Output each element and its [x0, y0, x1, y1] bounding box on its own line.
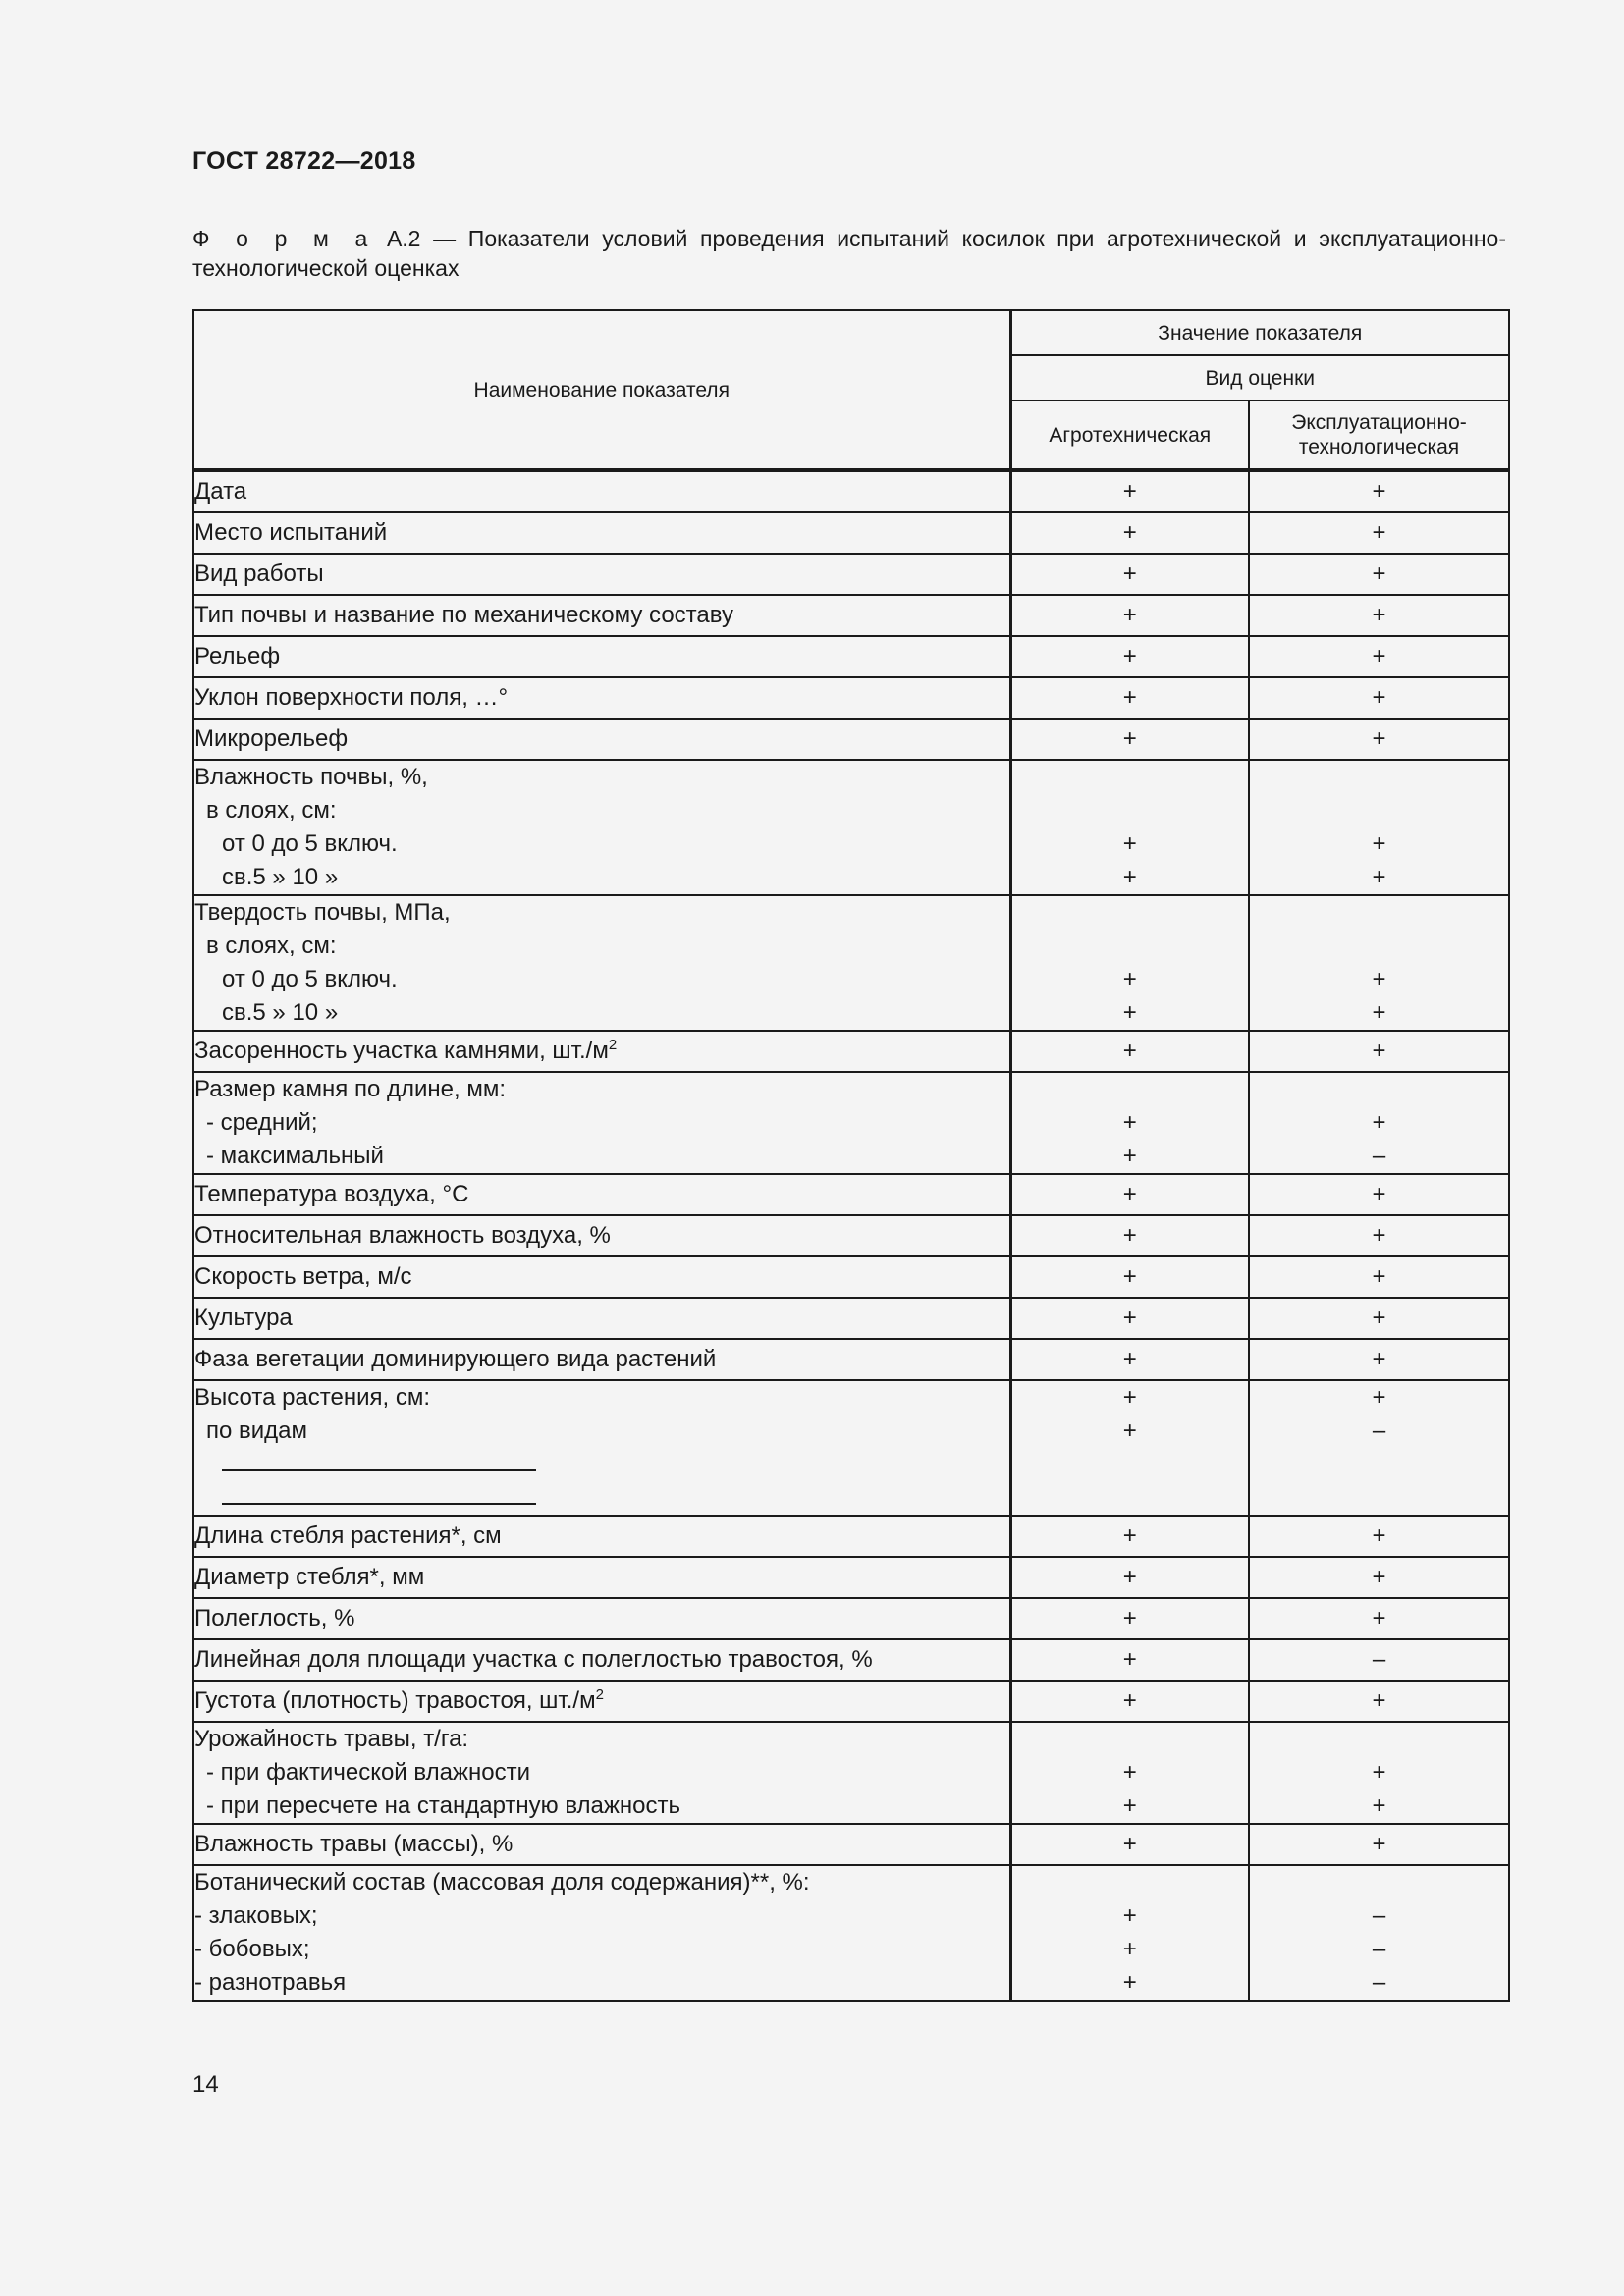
table-row: [193, 1865, 1509, 2001]
indicator-text: Место испытаний: [194, 519, 388, 546]
table-row: [193, 1516, 1509, 1557]
indicator-text: св.5 » 10 »: [222, 999, 339, 1026]
indicator-line: [194, 683, 1009, 713]
operational-mark: +: [1372, 684, 1386, 711]
indicator-text: Размер камня по длине, мм:: [194, 1076, 506, 1102]
indicator-name-cell: [193, 636, 1010, 677]
operational-value-cell: [1249, 760, 1509, 895]
agrotechnical-value-cell: [1010, 1339, 1249, 1380]
indicator-text: Твердость почвы, МПа,: [194, 899, 451, 926]
agrotechnical-value-cell: [1010, 1516, 1249, 1557]
operational-mark: –: [1372, 1969, 1386, 1996]
operational-value-cell: [1249, 1072, 1509, 1174]
indicator-line: [194, 477, 1009, 507]
blank-entry-line: [194, 1448, 1009, 1481]
indicator-line: [194, 1933, 1009, 1966]
operational-mark: –: [1372, 1902, 1386, 1929]
table-body: [193, 470, 1509, 2001]
operational-mark: +: [1372, 864, 1386, 890]
header-agrotechnical: Агротехническая: [1010, 400, 1249, 470]
indicator-name-cell: [193, 1865, 1010, 2001]
operational-mark: +: [1372, 830, 1386, 857]
indicator-line: [194, 560, 1009, 589]
indicator-line: [194, 1645, 1009, 1675]
operational-value-cell: [1249, 1256, 1509, 1298]
agrotechnical-value-cell: [1010, 1557, 1249, 1598]
indicator-text: - разнотравья: [194, 1969, 347, 1996]
operational-mark: –: [1372, 1646, 1386, 1673]
operational-value-cell: [1249, 512, 1509, 554]
operational-value-cell: [1249, 1174, 1509, 1215]
indicator-text: Линейная доля площади участка с полеглостью травостоя, %: [194, 1646, 873, 1673]
indicator-line: [194, 1304, 1009, 1333]
table-row: [193, 636, 1509, 677]
operational-mark: [1250, 1866, 1508, 1899]
agrotechnical-mark: +: [1122, 1646, 1137, 1673]
indicator-text: - при фактической влажности: [206, 1759, 530, 1786]
document-code: ГОСТ 28722—2018: [192, 147, 416, 175]
indicator-text: от 0 до 5 включ.: [222, 830, 398, 857]
operational-value-cell: [1249, 677, 1509, 719]
operational-value-cell: [1249, 719, 1509, 760]
agrotechnical-value-cell: [1010, 677, 1249, 719]
indicator-line: [194, 724, 1009, 754]
indicators-table: [192, 309, 1510, 2002]
table-row: [193, 1298, 1509, 1339]
form-caption: [192, 224, 1506, 283]
indicator-line: [194, 601, 1009, 630]
agrotechnical-mark: [1012, 1481, 1249, 1515]
indicator-name-cell: [193, 1174, 1010, 1215]
operational-mark: +: [1372, 1222, 1386, 1249]
agrotechnical-value-cell: [1010, 1174, 1249, 1215]
operational-value-cell: [1249, 1215, 1509, 1256]
indicator-name-cell: [193, 1824, 1010, 1865]
table-row: [193, 595, 1509, 636]
agrotechnical-mark: [1012, 1723, 1249, 1756]
indicator-name-cell: [193, 1557, 1010, 1598]
operational-value-cell: [1249, 895, 1509, 1031]
agrotechnical-value-cell: [1010, 719, 1249, 760]
operational-mark: [1250, 896, 1508, 930]
table-row: [193, 1557, 1509, 1598]
operational-mark: [1250, 761, 1508, 794]
indicator-text: Фаза вегетации доминирующего вида растений: [194, 1346, 717, 1372]
agrotechnical-mark: +: [1122, 1346, 1137, 1372]
agrotechnical-mark: +: [1122, 1417, 1137, 1444]
agrotechnical-mark: +: [1122, 478, 1137, 505]
operational-mark: +: [1372, 999, 1386, 1026]
indicator-text: Влажность почвы, %,: [194, 764, 428, 790]
agrotechnical-value-cell: [1010, 512, 1249, 554]
operational-value-cell: [1249, 1865, 1509, 2001]
agrotechnical-mark: +: [1122, 1109, 1137, 1136]
table-row: [193, 554, 1509, 595]
agrotechnical-mark: +: [1122, 1222, 1137, 1249]
blank-entry-line: [194, 1481, 1009, 1515]
operational-mark: +: [1372, 725, 1386, 752]
indicator-text: - средний;: [206, 1109, 318, 1136]
indicator-name-cell: [193, 595, 1010, 636]
agrotechnical-mark: +: [1122, 684, 1137, 711]
operational-mark: +: [1372, 1522, 1386, 1549]
operational-value-cell: [1249, 1722, 1509, 1824]
agrotechnical-mark: [1012, 1073, 1249, 1106]
fill-in-underline: [222, 1481, 536, 1505]
agrotechnical-mark: +: [1122, 1522, 1137, 1549]
operational-value-cell: [1249, 1639, 1509, 1681]
operational-value-cell: [1249, 1516, 1509, 1557]
page-number: 14: [192, 2071, 219, 2098]
agrotechnical-value-cell: [1010, 1256, 1249, 1298]
agrotechnical-mark: +: [1122, 1969, 1137, 1996]
agrotechnical-mark: +: [1122, 1038, 1137, 1064]
agrotechnical-value-cell: [1010, 1722, 1249, 1824]
indicator-line: [194, 1756, 1009, 1789]
operational-mark: +: [1372, 1831, 1386, 1857]
agrotechnical-mark: +: [1122, 830, 1137, 857]
indicator-name-cell: [193, 1256, 1010, 1298]
form-title: А.2 — Показатели условий проведения испытаний косилок при агротехнической и эксплуатационно-технологической оценках: [192, 226, 1507, 281]
indicator-line: [194, 861, 1009, 894]
indicator-line: [194, 1866, 1009, 1899]
indicator-line: [194, 1604, 1009, 1633]
operational-value-cell: [1249, 1380, 1509, 1516]
agrotechnical-mark: +: [1122, 1564, 1137, 1590]
agrotechnical-value-cell: [1010, 470, 1249, 512]
indicator-line: [194, 896, 1009, 930]
agrotechnical-value-cell: [1010, 554, 1249, 595]
indicator-name-cell: [193, 1380, 1010, 1516]
indicator-name-cell: [193, 1722, 1010, 1824]
header-indicator-name: Наименование показателя: [193, 310, 1010, 470]
indicator-name-cell: [193, 1298, 1010, 1339]
agrotechnical-mark: [1012, 794, 1249, 828]
agrotechnical-value-cell: [1010, 636, 1249, 677]
indicator-text: Уклон поверхности поля, …°: [194, 684, 509, 711]
indicator-line: [194, 518, 1009, 548]
indicator-text: Дата: [194, 478, 247, 505]
agrotechnical-mark: +: [1122, 1936, 1137, 1962]
indicator-name-cell: [193, 1598, 1010, 1639]
agrotechnical-mark: +: [1122, 643, 1137, 669]
indicator-line: [194, 1522, 1009, 1551]
indicator-line: [194, 1563, 1009, 1592]
table-row: [193, 1681, 1509, 1722]
agrotechnical-mark: +: [1122, 1181, 1137, 1207]
agrotechnical-mark: [1012, 761, 1249, 794]
indicator-text: Тип почвы и название по механическому составу: [194, 602, 733, 628]
agrotechnical-mark: +: [1122, 602, 1137, 628]
indicator-line: [194, 1073, 1009, 1106]
indicator-name-cell: [193, 760, 1010, 895]
agrotechnical-mark: +: [1122, 1831, 1137, 1857]
indicator-text: Температура воздуха, °С: [194, 1181, 469, 1207]
indicator-text: Влажность травы (массы), %: [194, 1831, 514, 1857]
agrotechnical-value-cell: [1010, 1824, 1249, 1865]
agrotechnical-value-cell: [1010, 895, 1249, 1031]
agrotechnical-mark: [1012, 930, 1249, 963]
indicator-line: [194, 1966, 1009, 2000]
indicator-line: [194, 1415, 1009, 1448]
form-label: Ф о р м а: [192, 226, 375, 251]
indicator-text: Длина стебля растения*, см: [194, 1522, 502, 1549]
operational-value-cell: [1249, 1031, 1509, 1072]
agrotechnical-value-cell: [1010, 1031, 1249, 1072]
indicator-line: [194, 1037, 1009, 1066]
header-indicator-value: Значение показателя: [1010, 310, 1509, 355]
indicator-line: [194, 1221, 1009, 1251]
table-row: [193, 719, 1509, 760]
agrotechnical-mark: +: [1122, 1305, 1137, 1331]
indicator-line: [194, 1686, 1009, 1716]
agrotechnical-mark: +: [1122, 1759, 1137, 1786]
indicator-line: [194, 1723, 1009, 1756]
agrotechnical-value-cell: [1010, 760, 1249, 895]
operational-mark: –: [1372, 1936, 1386, 1962]
operational-mark: [1250, 1448, 1508, 1481]
operational-mark: [1250, 1073, 1508, 1106]
indicator-line: [194, 1830, 1009, 1859]
agrotechnical-value-cell: [1010, 595, 1249, 636]
header-operational: Эксплуатационно-технологическая: [1249, 400, 1509, 470]
fill-in-underline: [222, 1448, 536, 1471]
agrotechnical-mark: +: [1122, 864, 1137, 890]
indicator-text: Засоренность участка камнями, шт./м: [194, 1038, 609, 1064]
unit-superscript: 2: [608, 1037, 618, 1053]
indicator-line: [194, 1345, 1009, 1374]
operational-value-cell: [1249, 1681, 1509, 1722]
indicator-text: Вид работы: [194, 561, 324, 587]
operational-mark: +: [1372, 1038, 1386, 1064]
indicator-line: [194, 1180, 1009, 1209]
agrotechnical-value-cell: [1010, 1598, 1249, 1639]
indicator-text: Относительная влажность воздуха, %: [194, 1222, 611, 1249]
operational-mark: +: [1372, 643, 1386, 669]
agrotechnical-mark: +: [1122, 725, 1137, 752]
operational-mark: +: [1372, 519, 1386, 546]
indicator-name-cell: [193, 1215, 1010, 1256]
indicator-line: [194, 828, 1009, 861]
indicator-text: - максимальный: [206, 1143, 384, 1169]
table-row: [193, 1824, 1509, 1865]
indicator-name-cell: [193, 512, 1010, 554]
table-row: [193, 1380, 1509, 1516]
operational-value-cell: [1249, 1598, 1509, 1639]
agrotechnical-mark: [1012, 1448, 1249, 1481]
indicator-text: в слоях, см:: [206, 933, 337, 959]
table-row: [193, 1031, 1509, 1072]
indicator-name-cell: [193, 1516, 1010, 1557]
operational-mark: +: [1372, 1384, 1386, 1411]
indicator-name-cell: [193, 1072, 1010, 1174]
indicator-line: [194, 794, 1009, 828]
operational-value-cell: [1249, 1339, 1509, 1380]
agrotechnical-mark: +: [1122, 999, 1137, 1026]
indicator-line: [194, 963, 1009, 996]
operational-mark: +: [1372, 1263, 1386, 1290]
table-row: [193, 1639, 1509, 1681]
operational-mark: –: [1372, 1143, 1386, 1169]
agrotechnical-mark: +: [1122, 561, 1137, 587]
agrotechnical-value-cell: [1010, 1380, 1249, 1516]
indicator-line: [194, 761, 1009, 794]
agrotechnical-mark: +: [1122, 1143, 1137, 1169]
agrotechnical-mark: +: [1122, 1792, 1137, 1819]
unit-superscript: 2: [595, 1686, 604, 1703]
operational-mark: +: [1372, 1759, 1386, 1786]
operational-mark: +: [1372, 1305, 1386, 1331]
operational-mark: +: [1372, 602, 1386, 628]
indicator-text: Урожайность травы, т/га:: [194, 1726, 469, 1752]
agrotechnical-value-cell: [1010, 1639, 1249, 1681]
agrotechnical-mark: +: [1122, 1384, 1137, 1411]
operational-mark: [1250, 1481, 1508, 1515]
indicator-name-cell: [193, 470, 1010, 512]
indicator-text: Скорость ветра, м/с: [194, 1263, 412, 1290]
indicator-text: Ботанический состав (массовая доля содержания)**, %:: [194, 1869, 810, 1896]
operational-mark: +: [1372, 1564, 1386, 1590]
indicator-text: Полеглость, %: [194, 1605, 355, 1631]
indicator-text: Диаметр стебля*, мм: [194, 1564, 425, 1590]
operational-value-cell: [1249, 1824, 1509, 1865]
operational-mark: [1250, 930, 1508, 963]
table-row: [193, 1722, 1509, 1824]
agrotechnical-mark: +: [1122, 1902, 1137, 1929]
table-row: [193, 1072, 1509, 1174]
table-row: [193, 1256, 1509, 1298]
indicator-line: [194, 1106, 1009, 1140]
indicator-text: в слоях, см:: [206, 797, 337, 824]
indicator-text: от 0 до 5 включ.: [222, 966, 398, 992]
indicator-line: [194, 1381, 1009, 1415]
operational-mark: +: [1372, 1181, 1386, 1207]
agrotechnical-mark: +: [1122, 1263, 1137, 1290]
operational-mark: +: [1372, 478, 1386, 505]
indicator-text: Микрорельеф: [194, 725, 349, 752]
indicator-name-cell: [193, 895, 1010, 1031]
table-row: [193, 760, 1509, 895]
table-row: [193, 1174, 1509, 1215]
operational-mark: +: [1372, 561, 1386, 587]
table-row: [193, 1215, 1509, 1256]
indicator-name-cell: [193, 1639, 1010, 1681]
indicator-name-cell: [193, 1339, 1010, 1380]
operational-mark: +: [1372, 1687, 1386, 1714]
indicator-line: [194, 1262, 1009, 1292]
indicator-text: св.5 » 10 »: [222, 864, 339, 890]
operational-mark: +: [1372, 1109, 1386, 1136]
agrotechnical-value-cell: [1010, 1072, 1249, 1174]
operational-value-cell: [1249, 595, 1509, 636]
operational-mark: +: [1372, 1792, 1386, 1819]
indicator-line: [194, 930, 1009, 963]
agrotechnical-mark: +: [1122, 1605, 1137, 1631]
agrotechnical-value-cell: [1010, 1681, 1249, 1722]
operational-mark: [1250, 1723, 1508, 1756]
indicator-text: Густота (плотность) травостоя, шт./м: [194, 1687, 596, 1714]
table-row: [193, 677, 1509, 719]
agrotechnical-value-cell: [1010, 1298, 1249, 1339]
operational-mark: +: [1372, 1346, 1386, 1372]
indicator-text: - бобовых;: [194, 1936, 310, 1962]
indicator-text: Высота растения, см:: [194, 1384, 431, 1411]
indicator-line: [194, 1789, 1009, 1823]
indicator-line: [194, 1140, 1009, 1173]
agrotechnical-mark: [1012, 896, 1249, 930]
indicator-name-cell: [193, 719, 1010, 760]
table-row: [193, 1339, 1509, 1380]
indicator-line: [194, 996, 1009, 1030]
operational-value-cell: [1249, 470, 1509, 512]
agrotechnical-mark: [1012, 1866, 1249, 1899]
agrotechnical-mark: +: [1122, 966, 1137, 992]
operational-value-cell: [1249, 636, 1509, 677]
operational-mark: +: [1372, 966, 1386, 992]
indicator-line: [194, 1899, 1009, 1933]
indicator-text: Культура: [194, 1305, 293, 1331]
agrotechnical-mark: +: [1122, 519, 1137, 546]
operational-value-cell: [1249, 1298, 1509, 1339]
indicator-text: - при пересчете на стандартную влажность: [206, 1792, 681, 1819]
agrotechnical-value-cell: [1010, 1215, 1249, 1256]
table-row: [193, 512, 1509, 554]
table-row: [193, 470, 1509, 512]
indicator-name-cell: [193, 1681, 1010, 1722]
operational-value-cell: [1249, 554, 1509, 595]
indicator-text: - злаковых;: [194, 1902, 318, 1929]
indicator-line: [194, 642, 1009, 671]
table-row: [193, 895, 1509, 1031]
operational-mark: –: [1372, 1417, 1386, 1444]
indicator-name-cell: [193, 554, 1010, 595]
table-row: [193, 1598, 1509, 1639]
header-assessment-type: Вид оценки: [1010, 355, 1509, 400]
operational-mark: [1250, 794, 1508, 828]
indicator-name-cell: [193, 677, 1010, 719]
operational-value-cell: [1249, 1557, 1509, 1598]
indicator-text: по видам: [206, 1417, 308, 1444]
agrotechnical-mark: +: [1122, 1687, 1137, 1714]
indicator-name-cell: [193, 1031, 1010, 1072]
indicator-text: Рельеф: [194, 643, 281, 669]
agrotechnical-value-cell: [1010, 1865, 1249, 2001]
operational-mark: +: [1372, 1605, 1386, 1631]
